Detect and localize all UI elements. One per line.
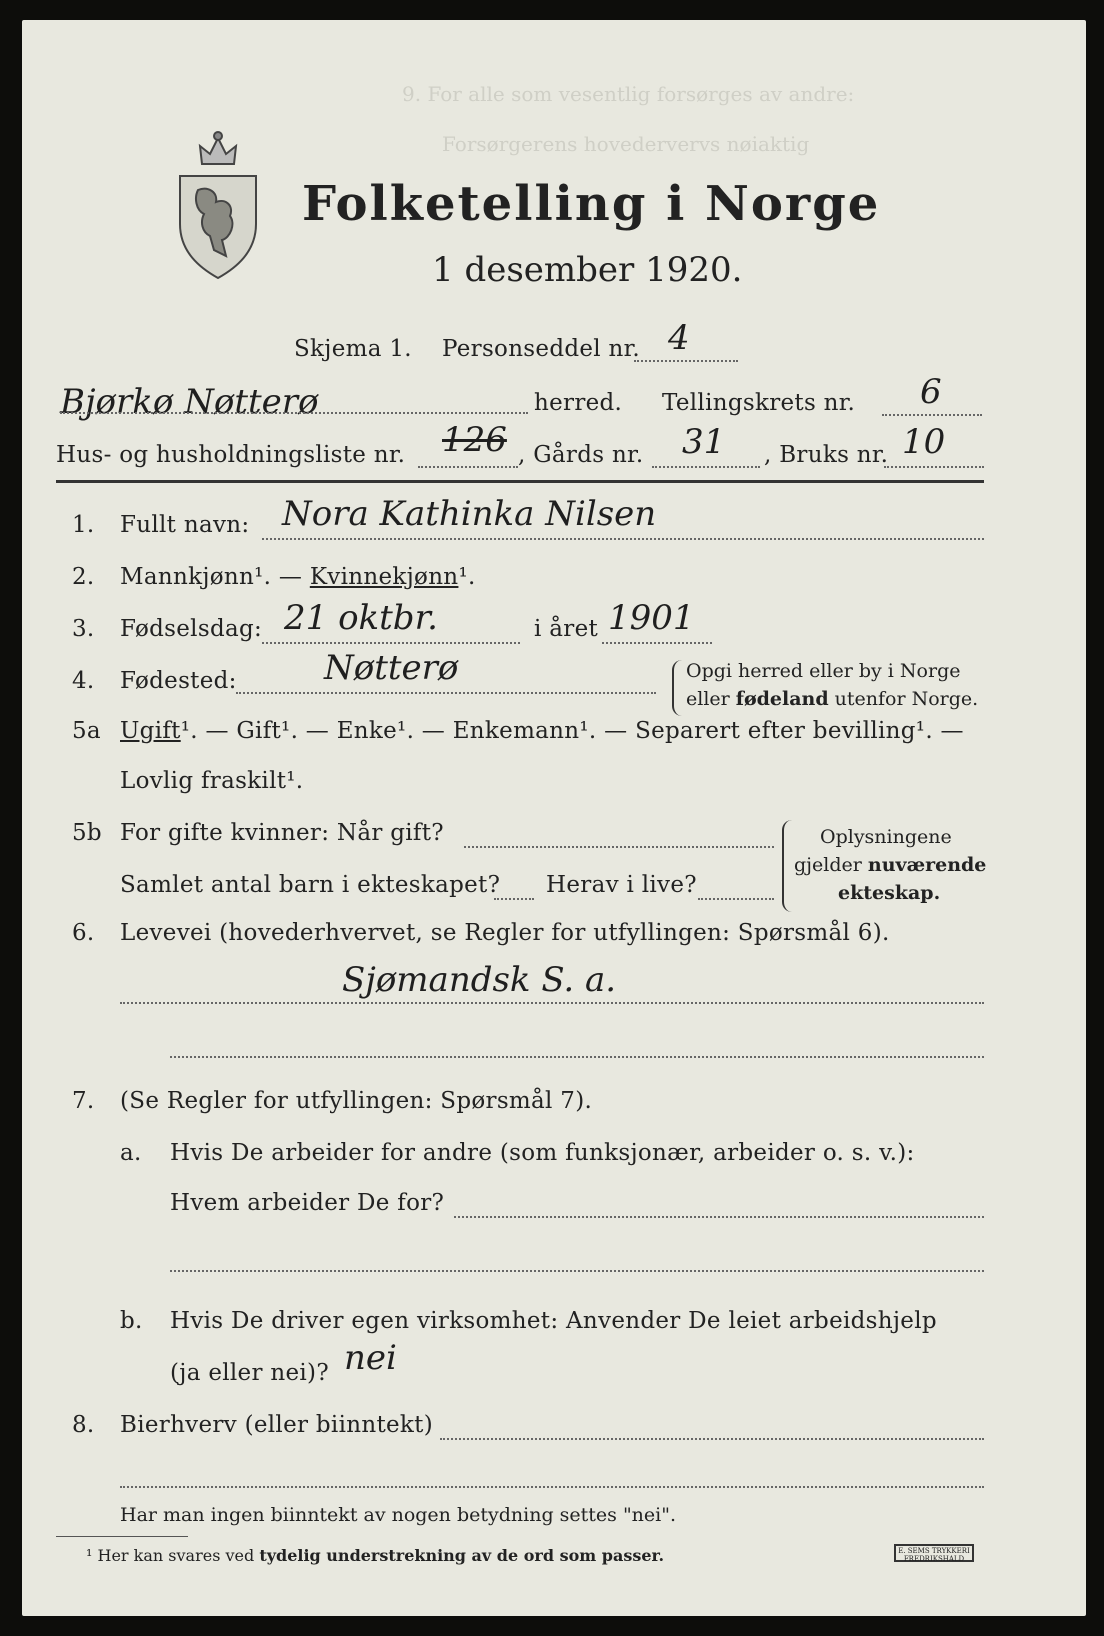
q3-number: 3.	[72, 616, 95, 642]
header-divider	[56, 480, 984, 483]
q4-label: Fødested:	[120, 668, 237, 694]
norway-coat-of-arms-icon	[174, 128, 262, 280]
personseddel-label: Personseddel nr.	[442, 336, 641, 362]
q5b-alive-label: Herav i live?	[546, 872, 697, 898]
q5a-line2: Lovlig fraskilt¹.	[120, 768, 304, 794]
tellingskrets-label: Tellingskrets nr.	[662, 390, 856, 416]
q5a-number: 5a	[72, 718, 101, 744]
q1-number: 1.	[72, 512, 95, 538]
q7a-employer-label: Hvem arbeider De for?	[170, 1190, 445, 1216]
q3-label: Fødselsdag:	[120, 616, 263, 642]
printer-stamp: E. SEMS TRYKKERI FREDRIKSHALD	[894, 1544, 974, 1562]
q5b-note-line1: Oplysningene	[820, 826, 952, 848]
herred-label: herred.	[534, 390, 623, 416]
birth-day-value: 21 oktbr.	[284, 598, 438, 638]
full-name-value: Nora Kathinka Nilsen	[282, 494, 657, 534]
footnote: ¹ Her kan svares ved tydelig understrekning av de ord som passer.	[86, 1546, 665, 1565]
occupation-value: Sjømandsk S. a.	[342, 960, 617, 1000]
census-form-page	[22, 20, 1086, 1616]
form-title: Folketelling i Norge	[302, 176, 881, 232]
q7b-label: Hvis De driver egen virksomhet: Anvender De leiet arbeidshjelp	[170, 1308, 937, 1334]
q7a-label: Hvis De arbeider for andre (som funksjonær, arbeider o. s. v.):	[170, 1140, 915, 1166]
tellingskrets-value: 6	[920, 372, 942, 412]
q3-year-label: i året	[534, 616, 599, 642]
personseddel-value: 4	[668, 318, 690, 358]
q4-number: 4.	[72, 668, 95, 694]
mannkjonn-option: Mannkjønn	[120, 564, 255, 590]
census-date: 1 desember 1920.	[432, 250, 743, 290]
show-through-text: Forsørgerens hovedervervs nøiaktig	[442, 132, 810, 156]
q5b-label: For gifte kvinner: Når gift?	[120, 820, 444, 846]
q7a-number: a.	[120, 1140, 142, 1166]
husholdningsliste-label: Hus- og husholdningsliste nr.	[56, 442, 406, 468]
q4-note-line2: eller fødeland utenfor Norge.	[686, 688, 979, 710]
q1-label: Fullt navn:	[120, 512, 250, 538]
no-income-note: Har man ingen biinntekt av nogen betydning settes "nei".	[120, 1504, 677, 1526]
gards-label: , Gårds nr.	[518, 442, 644, 468]
q7-label: (Se Regler for utfyllingen: Spørsmål 7).	[120, 1088, 593, 1114]
q5a-options: Ugift¹. — Gift¹. — Enke¹. — Enkemann¹. — Separert efter bevilling¹. —	[120, 718, 964, 744]
hired-help-value: nei	[344, 1338, 397, 1378]
ugift-option: Ugift	[120, 718, 181, 744]
q2-number: 2.	[72, 564, 95, 590]
q5b-number: 5b	[72, 820, 102, 846]
birthplace-value: Nøtterø	[324, 648, 459, 688]
birth-year-value: 1901	[608, 598, 695, 638]
q7b-yes-no-label: (ja eller nei)?	[170, 1360, 329, 1386]
bruks-label: , Bruks nr.	[764, 442, 889, 468]
q8-label: Bierhverv (eller biinntekt)	[120, 1412, 433, 1438]
q6-label: Levevei (hovederhvervet, se Regler for utfyllingen: Spørsmål 6).	[120, 920, 890, 946]
show-through-text: 9. For alle som vesentlig forsørges av andre:	[402, 82, 855, 106]
q8-number: 8.	[72, 1412, 95, 1438]
q6-number: 6.	[72, 920, 95, 946]
q5b-children-label: Samlet antal barn i ekteskapet?	[120, 872, 501, 898]
herred-value: Bjørkø Nøtterø	[60, 382, 319, 422]
kvinnekjonn-option: Kvinnekjønn	[309, 564, 459, 590]
q7-number: 7.	[72, 1088, 95, 1114]
q7b-number: b.	[120, 1308, 143, 1334]
skjema-label: Skjema 1.	[294, 336, 412, 362]
q2-options: Mannkjønn¹. — Kvinnekjønn¹.	[120, 564, 476, 590]
q5b-note-line2: gjelder nuværende	[794, 854, 987, 876]
husholdningsliste-value: 126	[442, 420, 507, 460]
gards-value: 31	[682, 422, 726, 462]
bruks-value: 10	[902, 422, 946, 462]
q5b-note-line3: ekteskap.	[838, 882, 941, 904]
q4-note-line1: Opgi herred eller by i Norge	[686, 660, 961, 682]
